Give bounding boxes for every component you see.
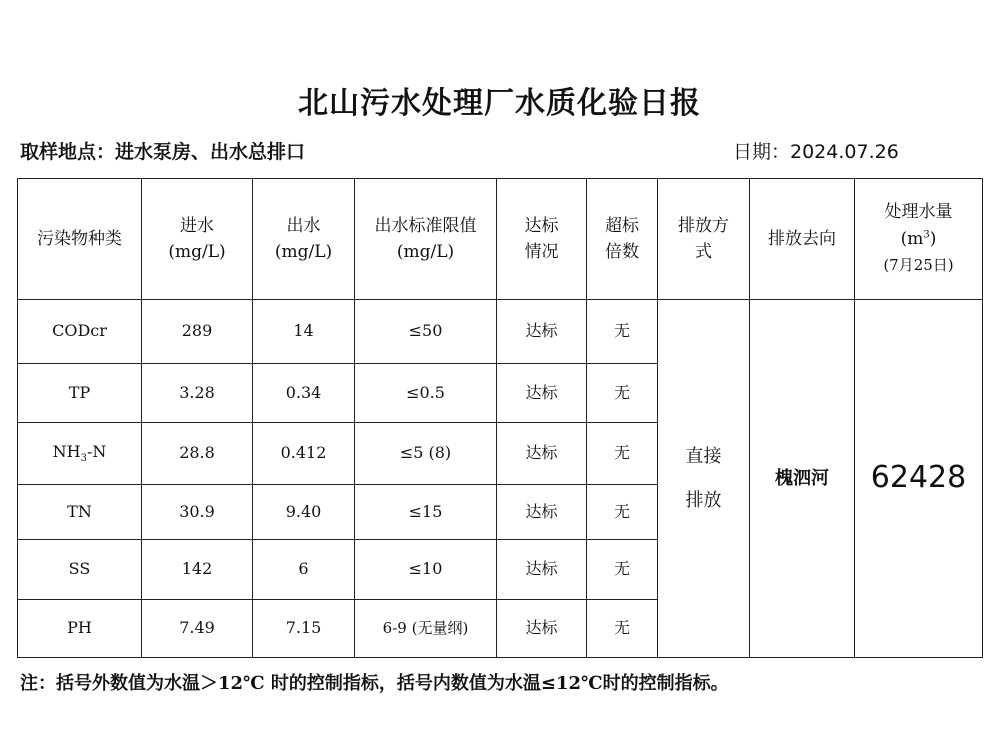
- limit-value: ≤15: [355, 485, 497, 540]
- status-value: 达标: [497, 300, 587, 364]
- outflow-value: 7.15: [253, 600, 355, 658]
- header-discharge-method: 排放方 式: [658, 179, 750, 300]
- status-value: 达标: [497, 485, 587, 540]
- pollutant-name: SS: [18, 540, 142, 600]
- inflow-value: 7.49: [142, 600, 253, 658]
- inflow-value: 28.8: [142, 423, 253, 485]
- header-exceed: 超标 倍数: [587, 179, 658, 300]
- limit-value: ≤0.5: [355, 364, 497, 423]
- header-destination: 排放去向: [750, 179, 855, 300]
- outflow-value: 9.40: [253, 485, 355, 540]
- outflow-value: 0.412: [253, 423, 355, 485]
- treated-volume: 62428: [855, 300, 983, 658]
- report-title: 北山污水处理厂水质化验日报: [298, 86, 701, 121]
- exceed-value: 无: [587, 364, 658, 423]
- header-inflow: 进水 (mg/L): [142, 179, 253, 300]
- header-pollutant: 污染物种类: [18, 179, 142, 300]
- inflow-value: 3.28: [142, 364, 253, 423]
- exceed-value: 无: [587, 485, 658, 540]
- discharge-destination: 槐泗河: [750, 300, 855, 658]
- sampling-location: 取样地点：进水泵房、出水总排口: [20, 141, 306, 163]
- limit-value: ≤10: [355, 540, 497, 600]
- pollutant-name: TP: [18, 364, 142, 423]
- header-volume: 处理水量 $(m^3)$ (7月25日): [855, 179, 983, 300]
- exceed-value: 无: [587, 300, 658, 364]
- limit-value: 6-9 (无量纲): [355, 600, 497, 658]
- status-value: 达标: [497, 423, 587, 485]
- limit-value: ≤50: [355, 300, 497, 364]
- water-quality-table: [17, 178, 983, 658]
- discharge-method: 直接 排放: [658, 300, 750, 658]
- pollutant-name: PH: [18, 600, 142, 658]
- status-value: 达标: [497, 600, 587, 658]
- header-outflow: 出水 (mg/L): [253, 179, 355, 300]
- exceed-value: 无: [587, 600, 658, 658]
- limit-value: ≤5 (8): [355, 423, 497, 485]
- outflow-value: 6: [253, 540, 355, 600]
- exceed-value: 无: [587, 423, 658, 485]
- exceed-value: 无: [587, 540, 658, 600]
- inflow-value: 30.9: [142, 485, 253, 540]
- outflow-value: 0.34: [253, 364, 355, 423]
- status-value: 达标: [497, 540, 587, 600]
- outflow-value: 14: [253, 300, 355, 364]
- pollutant-name: CODcr: [18, 300, 142, 364]
- inflow-value: 289: [142, 300, 253, 364]
- footnote: 注：括号外数值为水温＞12℃ 时的控制指标，括号内数值为水温≤12℃时的控制指标。: [20, 673, 729, 694]
- status-value: 达标: [497, 364, 587, 423]
- header-row: [18, 179, 983, 300]
- header-limit: 出水标准限值 (mg/L): [355, 179, 497, 300]
- pollutant-name: $NH_3-N$: [18, 423, 142, 485]
- header-status: 达标 情况: [497, 179, 587, 300]
- inflow-value: 142: [142, 540, 253, 600]
- report-date: 日期：2024.07.26: [733, 141, 899, 163]
- table-row: [18, 300, 983, 364]
- pollutant-name: TN: [18, 485, 142, 540]
